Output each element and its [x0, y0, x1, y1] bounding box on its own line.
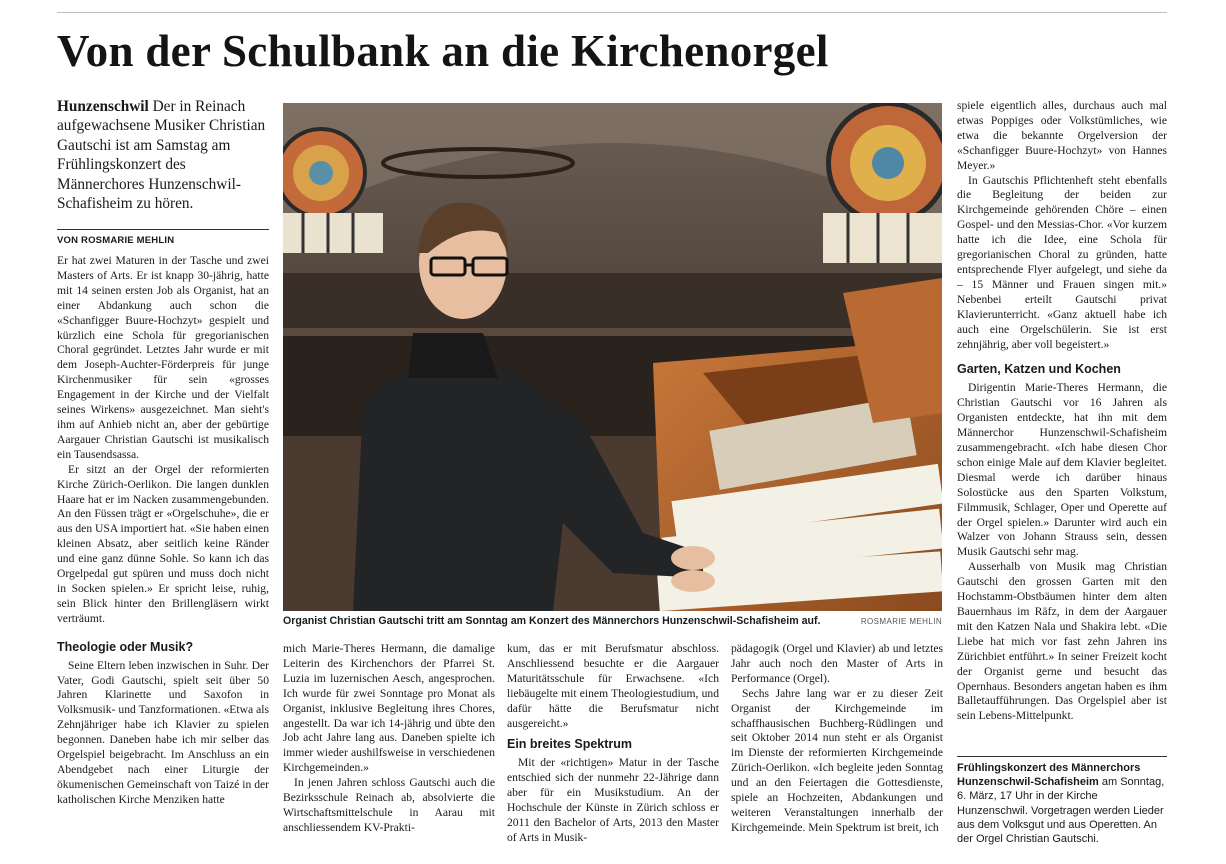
infobox-text: am Sonntag, 6. März, 17 Uhr in der Kirche Hunzenschwil. Vorgetragen werden Lieder aus dem Volksgut und aus Operetten. An der Orgel Christian Gautschi.	[957, 776, 1165, 846]
lead-text: Der in Reinach aufgewachsene Musiker Christian Gautschi ist am Samstag am Frühlingskonzert des Männerchores Hunzenschwil-Schafisheim zu hören.	[57, 98, 266, 213]
photo-caption	[283, 614, 942, 628]
column-2	[283, 642, 495, 860]
paragraph: Sechs Jahre lang war er zu dieser Zeit Organist der Kirchgemeinde im schaffhausischen Buchberg-Rüdlingen und seit Oktober 2014 nun steht er als Organist im Dienste der reformierten Kirchgemeinde Zürich-Oerlikon. «Ich begleite jeden Sonntag und an den Feiertagen die Gottesdienste, spiele an Hochzeiten, Abdankungen und weiteren Veranstaltungen innerhalb der Kirchgemeinde. Mein Spektrum ist breit, ich	[731, 686, 943, 834]
paragraph: pädagogik (Orgel und Klavier) ab und letztes Jahr auch noch den Master of Arts in Performance (Orgel).	[731, 642, 943, 685]
infobox-title: Frühlingskonzert des Männerchors Hunzenschwil-Schafisheim	[957, 762, 1141, 789]
subheading: Garten, Katzen und Kochen	[957, 362, 1121, 377]
paragraph: Ausserhalb von Musik mag Christian Gautschi den grossen Garten mit den Hochstamm-Obstbäumen hinter dem alten Bauernhaus im Räfz, in dem der Aargauer mit den Katzen Nala und Shakira lebt. «Die Liebe hat mich vor fast zehn Jahren ins Zürichbiet entführt.» In seiner Freizeit kocht der Organist gerne und besucht das Opernhaus. Besonders angetan haben es ihm Balletaufführungen. Das Orgelspiel aber ist sein Lebens-Mittelpunkt.	[957, 560, 1167, 723]
column-3	[507, 642, 719, 860]
paragraph: Er hat zwei Maturen in der Tasche und zwei Masters of Arts. Er ist knapp 30-jährig, hatte mit 14 seinen ersten Job als Organist, hat an einer Abdankung auch schon die «Schanfigger Buure-Hochzyt» gespielt und kürzlich eine Schola für gregorianischen Choral gegründet. Letztes Jahr wurde er mit dem Joseph-Auchter-Förderpreis für junge Kirchenmusiker für sein «grosses Engagement in der Kirche und der Vielfalt seines Wirkens» ausgezeichnet. Man sieht's ihm auf Anhieb nicht an, aber der gebürtige Aargauer Christian Gautschi ist musikalisch ein Tausendsassa.	[57, 254, 269, 461]
organist-photo-illustration	[283, 103, 942, 611]
column-1	[57, 254, 269, 860]
subheading: Theologie oder Musik?	[57, 639, 194, 654]
concert-infobox	[957, 756, 1167, 846]
paragraph: spiele eigentlich alles, durchaus auch mal etwas Poppiges oder Volkstümliches, wie etwa die bekannte Orgelversion der «Schanfigger Buure-Hochzyt» von Hannes Meyer.»	[957, 99, 1167, 172]
paragraph: In jenen Jahren schloss Gautschi auch die Bezirksschule Reinach ab, absolvierte die Wirtschaftsmittelschule in Aarau mit anschliessendem KV-Prakti-	[283, 776, 495, 834]
article-photo	[283, 103, 942, 611]
paragraph: Er sitzt an der Orgel der reformierten Kirche Zürich-Oerlikon. Die langen dunklen Haare hat er im Nacken zusammengebunden. An den Füssen trägt er «Orgelschuhe», die er aus den USA importiert hat. «Sie haben einen kleinen Absatz, aber seitlich keine Ränder und eine ganz dünne Sohle. So kann ich das Orgelpedal gut spüren und muss doch nicht in Socken spielen.» Er spricht leise, ruhig, sein Blick hinter den Brillengläsern wirkt verträumt.	[57, 462, 269, 625]
lead-paragraph	[57, 97, 269, 213]
paragraph: Dirigentin Marie-Theres Hermann, die Christian Gautschi vor 16 Jahren als Organisten entdeckte, hat ihn mit dem Männerchor Hunzenschwil-Schafisheim zusammengebracht. «Ich habe diesen Chor schon einige Male auf dem Klavier begleitet. Diesmal werde ich darüber hinaus Solostücke aus den Sparten Volkstum, Filmmusik, Schlager, Oper und Operette auf der Orgel spielen.» Darunter wird auch ein Walzer von Johann Strauss sein, dessen Musik Gautschi sehr mag.	[957, 381, 1167, 559]
byline-rule	[57, 229, 269, 230]
paragraph: mich Marie-Theres Hermann, die damalige Leiterin des Kirchenchors der Pfarrei St. Luzia im luzernischen Aesch, angesprochen. Ich wurde für zwei Sonntage pro Monat als Organist, inklusive Begleitung ihres Chores, angestellt. Da war ich 14-jährig und übte den Job acht Jahre lang aus. Daneben spielte ich immer wieder aushilfsweise in verschiedenen Kirchgemeinden.»	[283, 642, 495, 775]
infobox-rule	[957, 756, 1167, 757]
photo-credit: ROSMARIE MEHLIN	[860, 617, 942, 626]
caption-text: Organist Christian Gautschi tritt am Sonntag am Konzert des Männerchors Hunzenschwil-Schafisheim auf.	[283, 615, 821, 627]
paragraph: In Gautschis Pflichtenheft steht ebenfalls die Begleitung der beiden zur Kirchgemeinde gehörenden Chöre – einen Gospel- und den Messias-Chor. «Vor kurzem hatte ich die Idee, eine Schola für gregorianischen Choral zu gründen, hatte entsprechende Flyer aufgelegt, und siehe da – 15 Männer und Frauen singen mit.» Nebenbei erteilt Gautschi privat Klavierunterricht. «Ganz aktuell habe ich auch eine Orgelschülerin. Sie ist erst zehnjährig, aber voll begeistert.»	[957, 173, 1167, 351]
byline: VON ROSMARIE MEHLIN	[57, 235, 175, 246]
headline: Von der Schulbank an die Kirchenorgel	[57, 26, 829, 76]
paragraph: Mit der «richtigen» Matur in der Tasche entschied sich der nunmehr 22-Jährige dann aber für ein Musikstudium. An der Hochschule der Künste in Zürich schloss er 2011 den Bachelor of Arts, 2013 den Master of Arts in Musik-	[507, 756, 719, 844]
top-rule	[57, 12, 1167, 13]
column-5	[957, 99, 1167, 747]
column-4	[731, 642, 943, 860]
stained-window-right	[823, 103, 942, 263]
paragraph: Seine Eltern leben inzwischen in Suhr. Der Vater, Godi Gautschi, spielt seit über 50 Jahren Klarinette und Saxofon in Volksmusik- und Tanzformationen. «Etwa als Zehnjähriger habe ich Klavier zu spielen begonnen. Daneben habe ich mir selber das Orgelspiel beigebracht. Im Anschluss an ein Abendgebet nach einer Liturgie der ökumenischen Gemeinschaft von Taizé in der katholischen Kirche Menziken hatte	[57, 658, 269, 806]
paragraph: kum, das er mit Berufsmatur abschloss. Anschliessend besuchte er die Aargauer Maturitätsschule für Erwachsene. «Ich liebäugelte mit einem Theologiestudium, und dafür hätte die Berufsmatur nicht ausgereicht.»	[507, 642, 719, 730]
lead-place: Hunzenschwil	[57, 98, 149, 115]
subheading: Ein breites Spektrum	[507, 737, 633, 752]
